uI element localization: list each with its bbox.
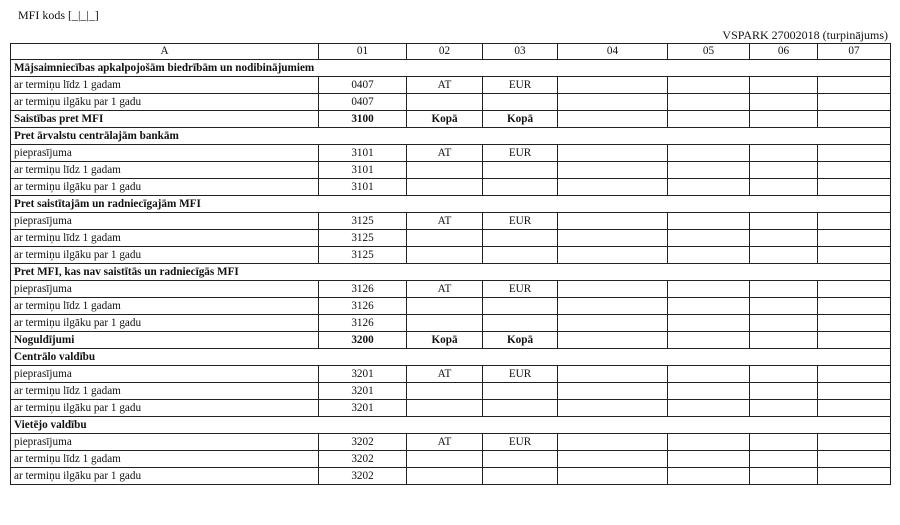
cell-c03 (483, 94, 558, 111)
empty-cell[interactable] (818, 383, 891, 400)
empty-cell[interactable] (818, 77, 891, 94)
empty-cell[interactable] (668, 298, 750, 315)
empty-cell[interactable] (818, 468, 891, 485)
row-code: 3101 (319, 179, 407, 196)
empty-cell[interactable] (750, 332, 818, 349)
cell-c02: AT (407, 213, 483, 230)
column-header: 07 (818, 44, 891, 60)
empty-cell[interactable] (750, 145, 818, 162)
mfi-code-label: MFI kods [_|_|_] (18, 8, 99, 22)
row-label: ar termiņu līdz 1 gadam (11, 451, 319, 468)
cell-c03 (483, 247, 558, 264)
row-code: 3201 (319, 366, 407, 383)
empty-cell[interactable] (558, 400, 668, 417)
empty-cell[interactable] (818, 451, 891, 468)
empty-cell[interactable] (668, 281, 750, 298)
column-header: 06 (750, 44, 818, 60)
column-header: 04 (558, 44, 668, 60)
row-code: 3101 (319, 162, 407, 179)
row-code: 3200 (319, 332, 407, 349)
empty-cell[interactable] (558, 383, 668, 400)
cell-c03 (483, 298, 558, 315)
section-label: Pret ārvalstu centrālajām bankām (11, 128, 891, 145)
row-label: ar termiņu līdz 1 gadam (11, 383, 319, 400)
row-code: 3202 (319, 434, 407, 451)
cell-c02 (407, 315, 483, 332)
empty-cell[interactable] (818, 247, 891, 264)
table-row (11, 111, 891, 128)
cell-c03 (483, 468, 558, 485)
row-label: ar termiņu līdz 1 gadam (11, 298, 319, 315)
empty-cell[interactable] (818, 332, 891, 349)
empty-cell[interactable] (558, 145, 668, 162)
empty-cell[interactable] (668, 77, 750, 94)
table-row (11, 349, 891, 366)
empty-cell[interactable] (818, 230, 891, 247)
empty-cell[interactable] (558, 94, 668, 111)
empty-cell[interactable] (750, 162, 818, 179)
column-header: 01 (319, 44, 407, 60)
table-row (11, 315, 891, 332)
row-code: 3125 (319, 247, 407, 264)
empty-cell[interactable] (818, 315, 891, 332)
cell-c03 (483, 315, 558, 332)
empty-cell[interactable] (668, 111, 750, 128)
row-code: 3101 (319, 145, 407, 162)
empty-cell[interactable] (750, 298, 818, 315)
cell-c03 (483, 451, 558, 468)
cell-c02: AT (407, 145, 483, 162)
empty-cell[interactable] (668, 434, 750, 451)
cell-c03: EUR (483, 434, 558, 451)
cell-c03: Kopā (483, 111, 558, 128)
empty-cell[interactable] (750, 213, 818, 230)
empty-cell[interactable] (750, 281, 818, 298)
empty-cell[interactable] (818, 94, 891, 111)
row-label: pieprasījuma (11, 434, 319, 451)
table-row (11, 332, 891, 349)
empty-cell[interactable] (750, 400, 818, 417)
row-label: ar termiņu līdz 1 gadam (11, 77, 319, 94)
empty-cell[interactable] (668, 451, 750, 468)
row-code: 3126 (319, 315, 407, 332)
row-label: pieprasījuma (11, 281, 319, 298)
empty-cell[interactable] (558, 281, 668, 298)
section-label: Vietējo valdību (11, 417, 891, 434)
table-row (11, 281, 891, 298)
table-row (11, 264, 891, 281)
row-code: 3125 (319, 230, 407, 247)
cell-c02: Kopā (407, 111, 483, 128)
empty-cell[interactable] (750, 468, 818, 485)
empty-cell[interactable] (668, 179, 750, 196)
row-label: pieprasījuma (11, 366, 319, 383)
cell-c03: EUR (483, 77, 558, 94)
table-row (11, 400, 891, 417)
empty-cell[interactable] (558, 332, 668, 349)
row-code: 0407 (319, 77, 407, 94)
section-label: Pret saistītajām un radniecīgajām MFI (11, 196, 891, 213)
row-code: 3201 (319, 400, 407, 417)
row-label: ar termiņu ilgāku par 1 gadu (11, 400, 319, 417)
empty-cell[interactable] (818, 111, 891, 128)
empty-cell[interactable] (558, 213, 668, 230)
column-header: A (11, 44, 319, 60)
empty-cell[interactable] (558, 77, 668, 94)
form-code: VSPARK 27002018 (turpinājums) (722, 28, 888, 42)
empty-cell[interactable] (668, 383, 750, 400)
cell-c02: Kopā (407, 332, 483, 349)
header-row (11, 44, 891, 60)
row-code: 3100 (319, 111, 407, 128)
empty-cell[interactable] (558, 111, 668, 128)
cell-c02: AT (407, 434, 483, 451)
row-code: 3202 (319, 451, 407, 468)
table-row (11, 196, 891, 213)
cell-c02: AT (407, 281, 483, 298)
cell-c03 (483, 400, 558, 417)
row-label: Saistības pret MFI (11, 111, 319, 128)
empty-cell[interactable] (750, 77, 818, 94)
empty-cell[interactable] (668, 247, 750, 264)
column-header: 05 (668, 44, 750, 60)
empty-cell[interactable] (818, 298, 891, 315)
section-label: Mājsaimniecības apkalpojošām biedrībām un nodibinājumiem (11, 60, 891, 77)
empty-cell[interactable] (558, 451, 668, 468)
empty-cell[interactable] (818, 179, 891, 196)
row-code: 3126 (319, 298, 407, 315)
empty-cell[interactable] (668, 332, 750, 349)
empty-cell[interactable] (558, 230, 668, 247)
row-label: ar termiņu līdz 1 gadam (11, 230, 319, 247)
cell-c03 (483, 383, 558, 400)
empty-cell[interactable] (558, 247, 668, 264)
row-code: 3125 (319, 213, 407, 230)
cell-c02 (407, 451, 483, 468)
cell-c02: AT (407, 366, 483, 383)
empty-cell[interactable] (818, 434, 891, 451)
row-label: ar termiņu ilgāku par 1 gadu (11, 468, 319, 485)
row-code: 3201 (319, 383, 407, 400)
empty-cell[interactable] (558, 468, 668, 485)
cell-c03: EUR (483, 281, 558, 298)
empty-cell[interactable] (668, 400, 750, 417)
empty-cell[interactable] (668, 468, 750, 485)
empty-cell[interactable] (750, 434, 818, 451)
empty-cell[interactable] (818, 145, 891, 162)
empty-cell[interactable] (558, 298, 668, 315)
table-row (11, 451, 891, 468)
cell-c03: EUR (483, 366, 558, 383)
column-header: 03 (483, 44, 558, 60)
cell-c03: EUR (483, 145, 558, 162)
cell-c02 (407, 94, 483, 111)
table-row (11, 383, 891, 400)
empty-cell[interactable] (558, 162, 668, 179)
table-row (11, 179, 891, 196)
empty-cell[interactable] (818, 162, 891, 179)
cell-c03 (483, 162, 558, 179)
table-row (11, 77, 891, 94)
empty-cell[interactable] (750, 94, 818, 111)
cell-c02 (407, 247, 483, 264)
cell-c02 (407, 400, 483, 417)
cell-c02 (407, 468, 483, 485)
empty-cell[interactable] (750, 247, 818, 264)
row-code: 3202 (319, 468, 407, 485)
empty-cell[interactable] (668, 230, 750, 247)
row-label: ar termiņu ilgāku par 1 gadu (11, 94, 319, 111)
table-row (11, 417, 891, 434)
table-row (11, 230, 891, 247)
empty-cell[interactable] (750, 451, 818, 468)
cell-c03 (483, 179, 558, 196)
empty-cell[interactable] (818, 400, 891, 417)
cell-c02 (407, 162, 483, 179)
empty-cell[interactable] (750, 315, 818, 332)
row-code: 3126 (319, 281, 407, 298)
empty-cell[interactable] (558, 434, 668, 451)
empty-cell[interactable] (668, 145, 750, 162)
row-label: ar termiņu ilgāku par 1 gadu (11, 179, 319, 196)
empty-cell[interactable] (818, 281, 891, 298)
cell-c02 (407, 179, 483, 196)
empty-cell[interactable] (668, 94, 750, 111)
table-row (11, 94, 891, 111)
cell-c03: EUR (483, 213, 558, 230)
empty-cell[interactable] (818, 366, 891, 383)
section-label: Pret MFI, kas nav saistītās un radniecīgās MFI (11, 264, 891, 281)
table-row (11, 60, 891, 77)
empty-cell[interactable] (668, 366, 750, 383)
table-row (11, 162, 891, 179)
column-header: 02 (407, 44, 483, 60)
row-label: ar termiņu ilgāku par 1 gadu (11, 247, 319, 264)
empty-cell[interactable] (750, 179, 818, 196)
report-table (10, 43, 891, 485)
section-label: Centrālo valdību (11, 349, 891, 366)
cell-c02 (407, 230, 483, 247)
cell-c03: Kopā (483, 332, 558, 349)
row-code: 0407 (319, 94, 407, 111)
table-row (11, 298, 891, 315)
empty-cell[interactable] (668, 315, 750, 332)
table-row (11, 434, 891, 451)
row-label: pieprasījuma (11, 213, 319, 230)
table-row (11, 366, 891, 383)
cell-c02: AT (407, 77, 483, 94)
empty-cell[interactable] (558, 315, 668, 332)
empty-cell[interactable] (750, 230, 818, 247)
table-row (11, 213, 891, 230)
empty-cell[interactable] (558, 366, 668, 383)
empty-cell[interactable] (818, 213, 891, 230)
empty-cell[interactable] (668, 213, 750, 230)
cell-c02 (407, 383, 483, 400)
row-label: pieprasījuma (11, 145, 319, 162)
row-label: ar termiņu līdz 1 gadam (11, 162, 319, 179)
table-row (11, 128, 891, 145)
cell-c03 (483, 230, 558, 247)
empty-cell[interactable] (750, 366, 818, 383)
empty-cell[interactable] (558, 179, 668, 196)
empty-cell[interactable] (750, 111, 818, 128)
row-label: ar termiņu ilgāku par 1 gadu (11, 315, 319, 332)
table-row (11, 247, 891, 264)
row-label: Noguldījumi (11, 332, 319, 349)
empty-cell[interactable] (750, 383, 818, 400)
empty-cell[interactable] (668, 162, 750, 179)
table-row (11, 145, 891, 162)
cell-c02 (407, 298, 483, 315)
table-row (11, 468, 891, 485)
